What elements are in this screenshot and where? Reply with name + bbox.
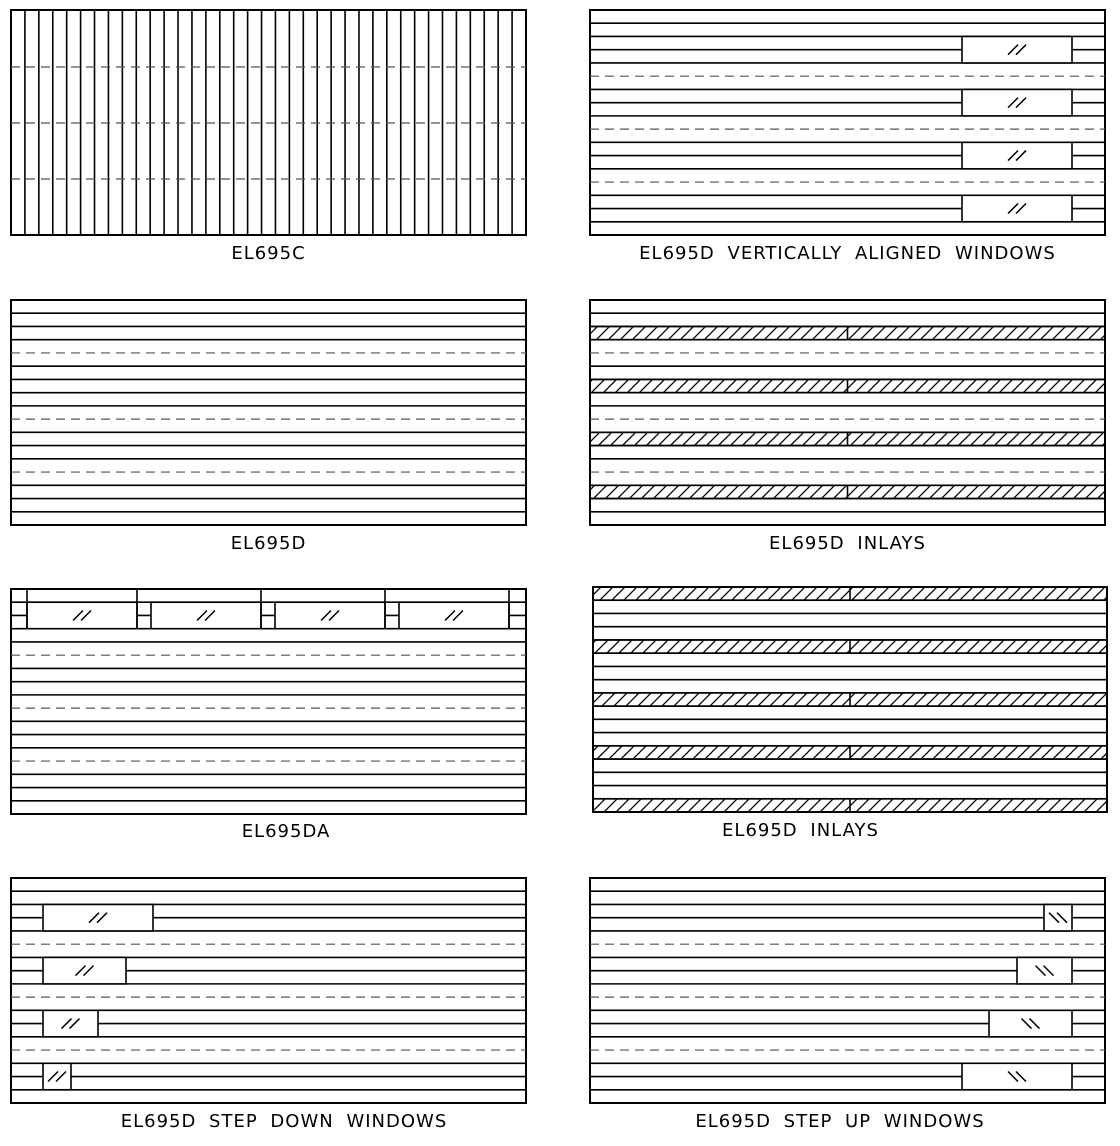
caption-el695c: EL695C bbox=[231, 243, 306, 264]
panel-el695d bbox=[11, 300, 526, 525]
caption-el695d-step-down-windows: EL695D STEP DOWN WINDOWS bbox=[120, 1111, 448, 1132]
caption-el695d: EL695D bbox=[230, 533, 307, 554]
caption-el695d-inlays-second: EL695D INLAYS bbox=[722, 820, 879, 841]
window-pane bbox=[43, 1010, 98, 1036]
panel-el695d-vertically-aligned-windows bbox=[590, 10, 1105, 235]
caption-el695d-vertically-aligned-windows: EL695D VERTICALLY ALIGNED WINDOWS bbox=[639, 243, 1056, 264]
window-pane bbox=[962, 36, 1072, 62]
window-pane bbox=[43, 904, 153, 930]
panel-el695d-inlays-full bbox=[593, 587, 1107, 812]
window-pane bbox=[962, 142, 1072, 168]
window-pane bbox=[151, 602, 261, 628]
caption-el695d-step-up-windows: EL695D STEP UP WINDOWS bbox=[695, 1111, 985, 1132]
window-pane bbox=[962, 1063, 1072, 1089]
window-pane bbox=[43, 1063, 71, 1089]
window-pane bbox=[989, 1010, 1072, 1036]
panel-el695c bbox=[11, 10, 526, 235]
window-pane bbox=[27, 602, 137, 628]
window-pane bbox=[962, 89, 1072, 115]
window-pane bbox=[399, 602, 509, 628]
window-pane bbox=[275, 602, 385, 628]
panel-frame bbox=[11, 300, 526, 525]
window-pane bbox=[1044, 904, 1072, 930]
panel-el695da bbox=[11, 589, 526, 814]
panel-el695d-inlays bbox=[590, 300, 1105, 525]
window-pane bbox=[43, 957, 126, 983]
panel-el695d-step-up-windows bbox=[590, 878, 1105, 1103]
panel-el695d-step-down-windows bbox=[11, 878, 526, 1103]
window-pane bbox=[1017, 957, 1072, 983]
caption-el695da: EL695DA bbox=[241, 821, 331, 842]
window-pane bbox=[962, 195, 1072, 221]
caption-el695d-inlays: EL695D INLAYS bbox=[769, 533, 926, 554]
